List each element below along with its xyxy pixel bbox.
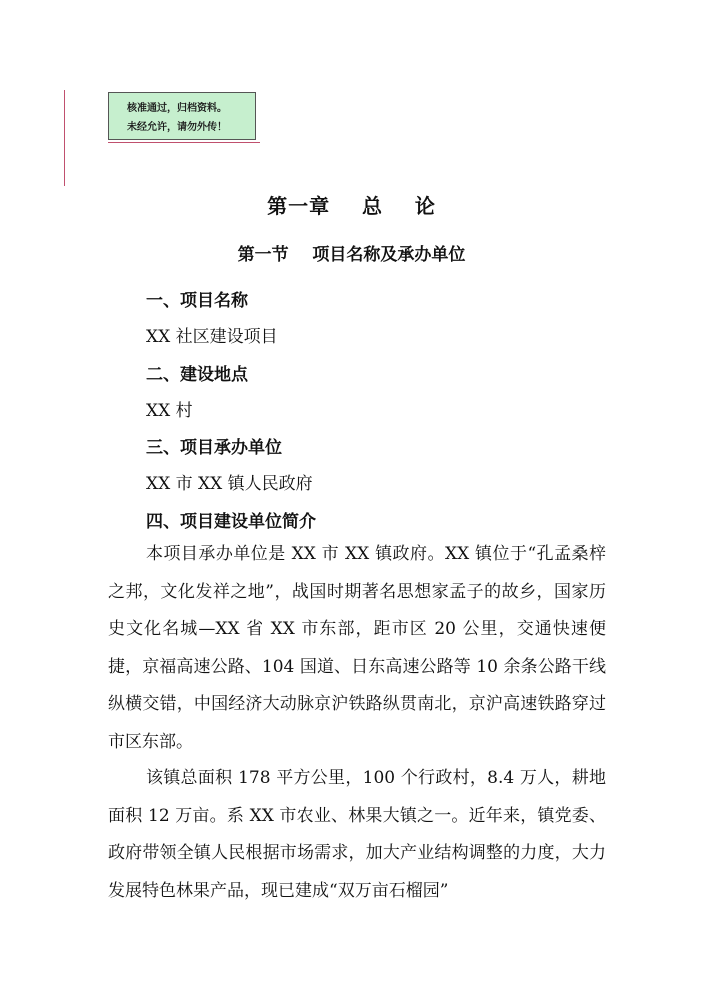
heading-project-name: 一、项目名称 (146, 291, 248, 311)
paragraph-area: 该镇总面积 178 平方公里，100 个行政村，8.4 万人，耕地面积 12 万亩。系 XX 市农业、林果大镇之一。近年来，镇党委、政府带领全镇人民根据市场需求，加大产业结构调整的力度，大力发展特色林果产品，现已建成“双万亩石榴园” (108, 768, 606, 901)
heading-unit-intro: 四、项目建设单位简介 (146, 512, 316, 532)
heading-location: 二、建设地点 (146, 365, 248, 385)
paragraph-intro: 本项目承办单位是 XX 市 XX 镇政府。XX 镇位于“孔孟桑梓之邦，文化发祥之地”，战国时期著名思想家孟子的故乡，国家历史文化名城—XX 省 XX 市东部，距市区 20 公里，交通快速便捷，京福高速公路、104 国道、日东高速公路等 10 余条公路干线纵横交错，中国经济大动脉京沪铁路纵贯南北，京沪高速铁路穿过市区东部。 (108, 544, 606, 752)
value-project-name: XX 社区建设项目 (146, 327, 278, 347)
stamp-underline (108, 142, 260, 143)
section-title: 第一节 项目名称及承办单位 (237, 245, 466, 265)
chapter-title: 第一章 总 论 (267, 194, 436, 218)
margin-line (64, 90, 65, 186)
approval-stamp (108, 92, 256, 140)
value-location: XX 村 (146, 401, 193, 421)
heading-organizer: 三、项目承办单位 (146, 438, 282, 458)
stamp-line-2: 未经允许，请勿外传！ (127, 122, 227, 133)
stamp-line-1: 核准通过，归档资料。 (127, 103, 227, 114)
value-organizer: XX 市 XX 镇人民政府 (146, 474, 313, 494)
